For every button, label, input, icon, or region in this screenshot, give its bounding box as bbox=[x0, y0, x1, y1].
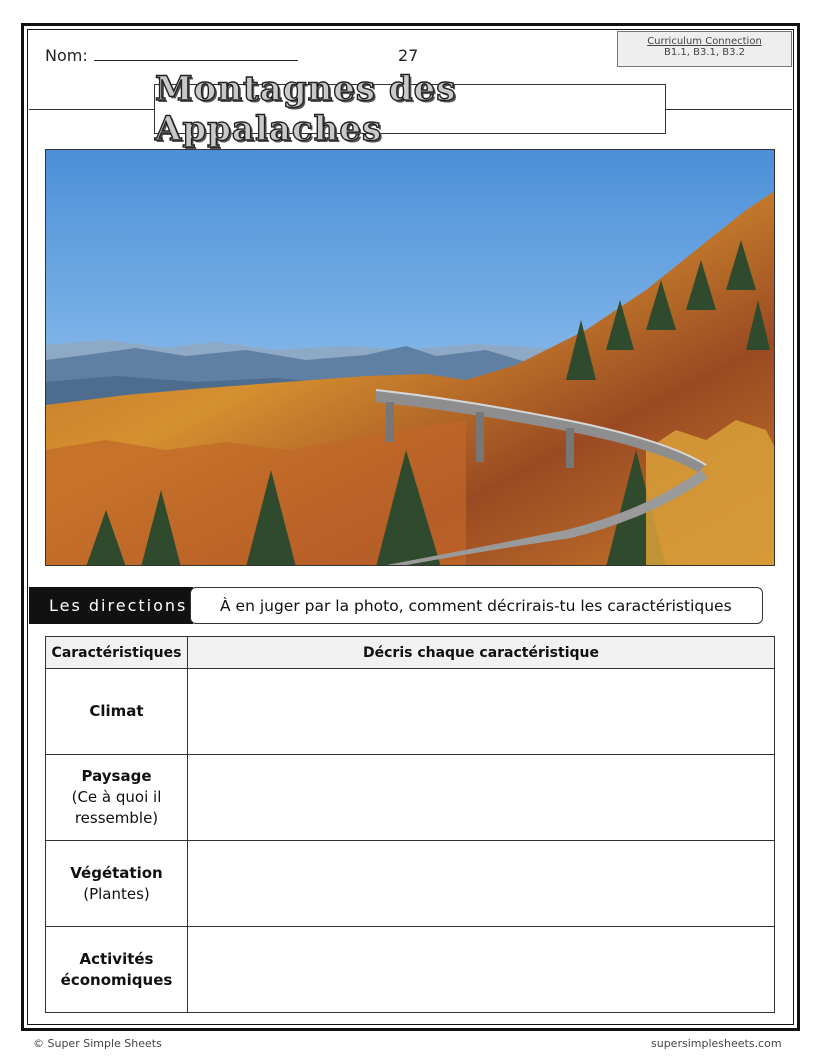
row-label-main: Activités économiques bbox=[60, 949, 173, 989]
name-label: Nom: bbox=[45, 46, 88, 65]
answer-cell-climate[interactable] bbox=[188, 669, 775, 755]
row-label-sub: (Plantes) bbox=[83, 884, 150, 903]
table-header-row bbox=[46, 637, 775, 669]
row-label-sub: (Ce à quoi il ressemble) bbox=[71, 788, 162, 827]
table-row bbox=[46, 669, 775, 755]
row-label-main: Paysage bbox=[81, 767, 152, 785]
directions-instructions: À en juger par la photo, comment décrirais-tu les caractéristiques bbox=[190, 587, 763, 624]
table-row bbox=[46, 755, 775, 841]
name-field[interactable] bbox=[45, 46, 298, 65]
page-title: Montagnes des Appalaches bbox=[155, 69, 457, 149]
footer-website[interactable]: supersimplesheets.com bbox=[651, 1037, 782, 1050]
title-rule-left bbox=[29, 109, 155, 110]
answer-cell-landscape[interactable] bbox=[188, 755, 775, 841]
curriculum-codes: B1.1, B3.1, B3.2 bbox=[663, 47, 745, 58]
header-describe: Décris chaque caractéristique bbox=[188, 637, 775, 669]
curriculum-connection-box bbox=[617, 31, 792, 67]
row-label-economic-activities bbox=[46, 927, 188, 1013]
table-row bbox=[46, 841, 775, 927]
footer-copyright: © Super Simple Sheets bbox=[33, 1037, 162, 1050]
answer-cell-vegetation[interactable] bbox=[188, 841, 775, 927]
directions-label: Les directions bbox=[29, 587, 193, 624]
row-label-landscape bbox=[46, 755, 188, 841]
characteristics-table bbox=[45, 636, 775, 1013]
page-number: 27 bbox=[398, 46, 419, 65]
row-label-climate bbox=[46, 669, 188, 755]
name-blank-line[interactable] bbox=[94, 47, 298, 61]
answer-cell-economic-activities[interactable] bbox=[188, 927, 775, 1013]
row-label-main: Végétation bbox=[70, 863, 163, 882]
title-banner bbox=[154, 69, 666, 149]
header-characteristics: Caractéristiques bbox=[46, 637, 188, 669]
landscape-photo bbox=[45, 149, 775, 566]
row-label-vegetation bbox=[46, 841, 188, 927]
row-label-main: Climat bbox=[89, 702, 144, 720]
table-row bbox=[46, 927, 775, 1013]
curriculum-title: Curriculum Connection bbox=[647, 36, 762, 47]
title-rule-right bbox=[665, 109, 792, 110]
